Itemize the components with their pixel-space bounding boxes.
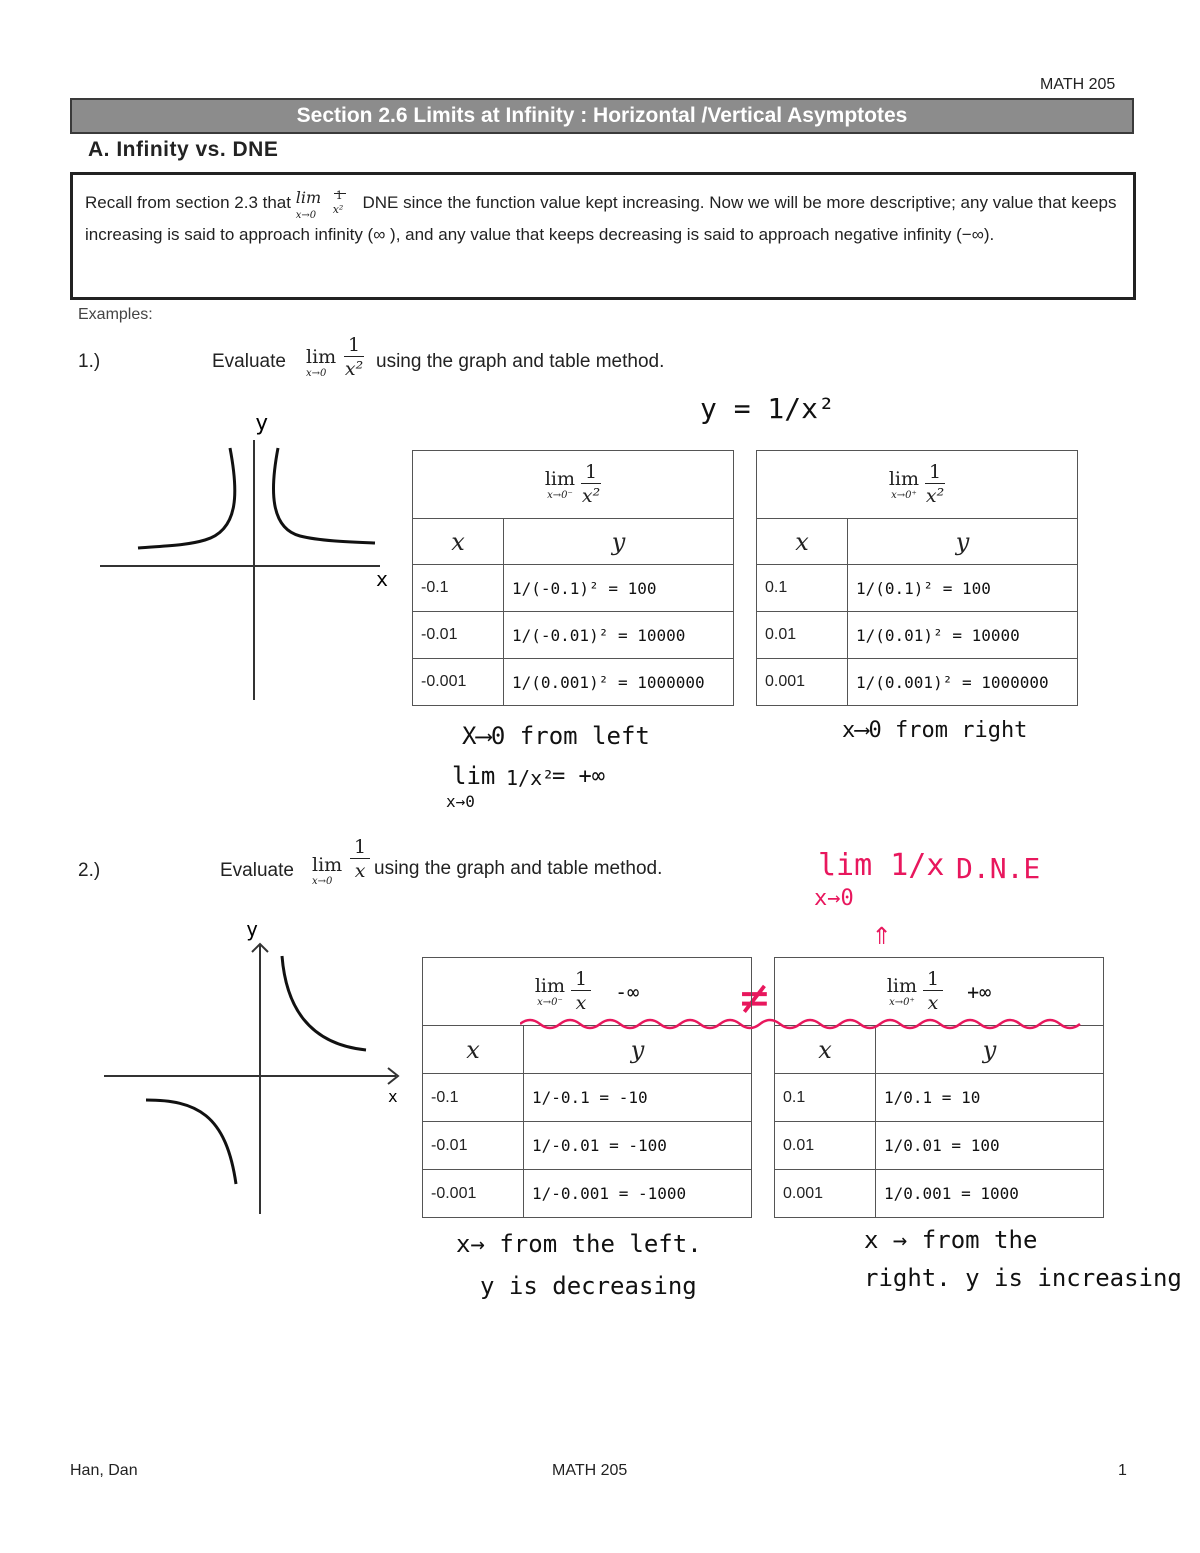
example-2-note-right-1: x → from the <box>864 1226 1038 1254</box>
table-cell-x: -0.1 <box>423 1074 524 1122</box>
examples-label: Examples: <box>78 306 153 323</box>
example-2-graph <box>96 916 416 1226</box>
example-1-conclusion-lim: lim <box>452 762 496 790</box>
graph-y-label: y <box>255 411 269 436</box>
example-1-right-table <box>756 450 1078 706</box>
example-1-lim-sub: x→0 <box>306 368 327 379</box>
example-1-number: 1.) <box>78 351 101 372</box>
header-lim-word: lim <box>888 468 920 490</box>
footer-course: MATH 205 <box>552 1462 628 1479</box>
table-cell-y: 1/(0.1)² = 100 <box>848 565 1078 612</box>
example-2-lim-sub: x→0 <box>312 876 333 887</box>
recall-limit <box>295 187 358 221</box>
recall-text-2: DNE since the function value kept increasing. Now we will be more descriptive; any value that keeps increasing is said to approach infinity (∞ ), and any value that keeps decreasing is said to approach negative infinity (−∞). <box>85 193 1117 244</box>
recall-lim-word: lim <box>295 187 322 207</box>
section-title: Section 2.6 Limits at Infinity : Horizontal /Vertical Asymptotes <box>70 98 1134 134</box>
recall-lim-sub: x→0 <box>295 209 317 221</box>
table-cell-y: 1/(0.001)² = 1000000 <box>848 659 1078 706</box>
graph-x-label: x <box>376 567 389 591</box>
table-cell-x: 0.01 <box>757 612 848 659</box>
example-1-frac-num: 1 <box>344 334 364 357</box>
table-cell-x: 0.01 <box>775 1122 876 1170</box>
example-2-note-left-1: x→ from the left. <box>456 1230 702 1258</box>
footer-page-number: 1 <box>1118 1462 1127 1479</box>
header-frac-den: x <box>927 992 939 1014</box>
table-header <box>413 451 734 519</box>
graph-y-label: y <box>246 917 259 941</box>
header-frac-den: x <box>575 992 587 1014</box>
table-cell-y: 1/0.01 = 100 <box>876 1122 1104 1170</box>
header-lim-word: lim <box>544 468 576 490</box>
table-cell-x: -0.01 <box>423 1122 524 1170</box>
example-1-conclusion-sub: x→0 <box>446 792 475 811</box>
section-a-heading: A. Infinity vs. DNE <box>88 138 279 161</box>
curve-right <box>273 448 375 543</box>
example-2-instruction: using the graph and table method. <box>374 858 663 879</box>
example-1-evaluate: Evaluate <box>212 351 286 372</box>
table-cell-y: 1/(0.01)² = 10000 <box>848 612 1078 659</box>
table-cell-y: 1/(-0.01)² = 10000 <box>504 612 734 659</box>
col-header-x: x <box>413 519 504 565</box>
table-cell-x: 0.1 <box>775 1074 876 1122</box>
table-cell-x: -0.01 <box>413 612 504 659</box>
recall-frac-num: 1 <box>335 188 343 202</box>
example-1-conclusion-frac: 1/x² <box>506 766 555 790</box>
header-lim-sub: x→0⁺ <box>891 490 917 501</box>
example-1-hand-function: y = 1/x² <box>700 392 835 425</box>
col-header-x: x <box>775 1026 876 1074</box>
example-1-frac-den: x² <box>344 358 364 380</box>
example-2-left-table <box>422 957 752 1218</box>
recall-text-1: Recall from section 2.3 that <box>85 193 291 212</box>
footer-author: Han, Dan <box>70 1462 138 1479</box>
col-header-y: y <box>504 519 734 565</box>
col-header-x: x <box>757 519 848 565</box>
header-lim-sub: x→0⁻ <box>547 490 573 501</box>
example-2-note-left-2: y is decreasing <box>480 1272 697 1300</box>
example-2-hand-lim-sub: x→0 <box>814 886 854 911</box>
example-1-note-right: x⟶0 from right <box>842 718 1028 743</box>
header-frac-num: 1 <box>925 461 945 484</box>
curve-left <box>146 1100 236 1184</box>
example-2-evaluate: Evaluate <box>220 860 294 881</box>
table-cell-x: 0.001 <box>757 659 848 706</box>
curve-right <box>282 956 366 1050</box>
table-cell-y: 1/(0.001)² = 1000000 <box>504 659 734 706</box>
example-2-frac-den: x <box>354 860 366 882</box>
not-equal-icon: ≠ <box>740 970 769 1026</box>
example-1-lim-word: lim <box>306 346 337 368</box>
col-header-y: y <box>876 1026 1104 1074</box>
example-2-note-right-2: right. y is increasing <box>864 1264 1182 1292</box>
curve-left <box>138 448 235 548</box>
header-result: -∞ <box>615 979 640 1004</box>
example-1-conclusion-result: = +∞ <box>552 764 605 789</box>
course-label: MATH 205 <box>1040 76 1116 93</box>
table-cell-y: 1/-0.1 = -10 <box>524 1074 752 1122</box>
table-header <box>757 451 1078 519</box>
table-cell-x: -0.001 <box>423 1170 524 1218</box>
header-frac-den: x² <box>925 485 945 507</box>
col-header-y: y <box>848 519 1078 565</box>
example-2-number: 2.) <box>78 860 101 881</box>
example-1-left-table <box>412 450 734 706</box>
table-cell-y: 1/0.001 = 1000 <box>876 1170 1104 1218</box>
up-arrow-icon: ⇑ <box>872 914 892 952</box>
example-2-lim-word: lim <box>312 854 343 876</box>
header-frac-den: x² <box>581 485 601 507</box>
table-cell-y: 1/0.1 = 10 <box>876 1074 1104 1122</box>
table-cell-x: 0.1 <box>757 565 848 612</box>
table-cell-y: 1/(-0.1)² = 100 <box>504 565 734 612</box>
pink-wavy-underline <box>520 1010 1090 1040</box>
example-1-note-left: X⟶0 from left <box>462 722 650 750</box>
table-cell-x: 0.001 <box>775 1170 876 1218</box>
recall-frac-den: x² <box>332 202 344 216</box>
col-header-y: y <box>524 1026 752 1074</box>
recall-box <box>70 172 1136 300</box>
header-lim-sub: x→0⁻ <box>537 997 563 1008</box>
table-cell-y: 1/-0.001 = -1000 <box>524 1170 752 1218</box>
header-frac-num: 1 <box>923 968 943 991</box>
header-lim-word: lim <box>886 975 917 997</box>
header-frac-num: 1 <box>581 461 601 484</box>
table-cell-y: 1/-0.01 = -100 <box>524 1122 752 1170</box>
table-cell-x: -0.001 <box>413 659 504 706</box>
header-frac-num: 1 <box>571 968 591 991</box>
col-header-x: x <box>423 1026 524 1074</box>
example-2-hand-dne: D.N.E <box>956 852 1041 885</box>
example-2-hand-lim: lim 1/x <box>818 848 945 883</box>
example-2-frac-num: 1 <box>350 836 370 859</box>
example-2-right-table <box>774 957 1104 1218</box>
example-1-instruction: using the graph and table method. <box>376 351 665 372</box>
example-1-graph <box>90 400 410 710</box>
example-1-fraction <box>344 334 364 381</box>
graph-x-label: x <box>388 1087 398 1106</box>
header-lim-sub: x→0⁺ <box>889 997 915 1008</box>
header-lim-word: lim <box>534 975 565 997</box>
example-2-fraction <box>350 836 370 883</box>
table-cell-x: -0.1 <box>413 565 504 612</box>
header-result: +∞ <box>967 979 992 1004</box>
